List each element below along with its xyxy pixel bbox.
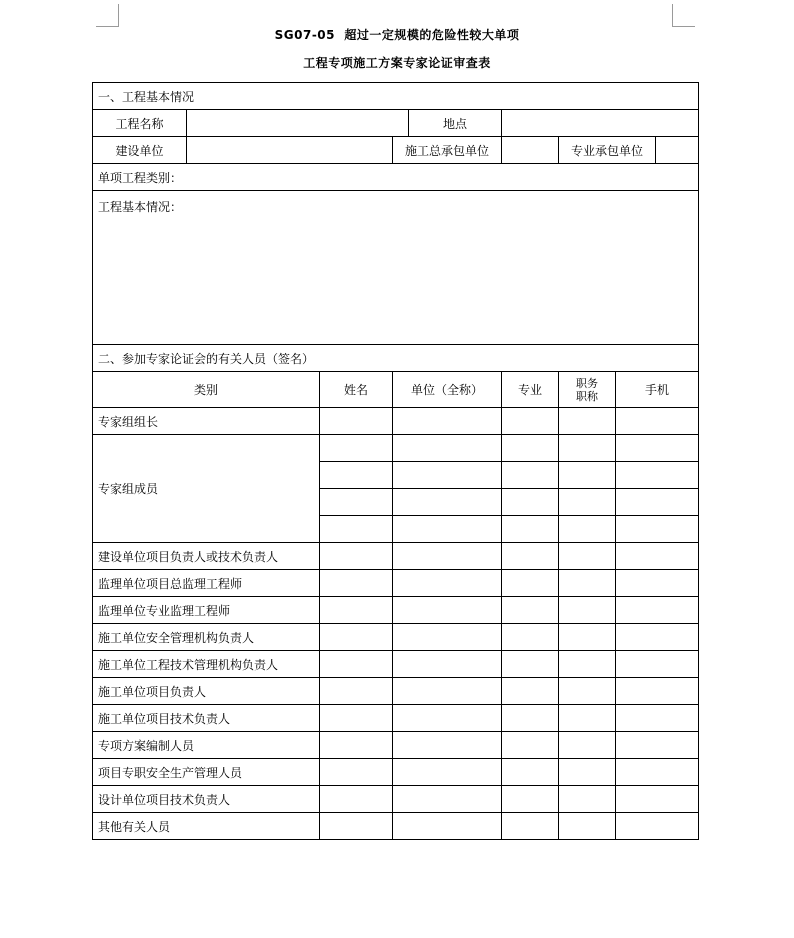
unit-cell[interactable] xyxy=(393,489,502,516)
role-label: 设计单位项目技术负责人 xyxy=(93,786,320,813)
duty-cell[interactable] xyxy=(559,678,616,705)
specialty-cell[interactable] xyxy=(502,624,559,651)
crop-mark-top-left xyxy=(96,4,119,27)
duty-cell[interactable] xyxy=(559,489,616,516)
role-label: 其他有关人员 xyxy=(93,813,320,840)
column-header-row xyxy=(93,372,699,408)
basic-info-row xyxy=(93,191,699,345)
role-label: 项目专职安全生产管理人员 xyxy=(93,759,320,786)
phone-cell[interactable] xyxy=(616,408,699,435)
col-header-category: 类别 xyxy=(93,372,320,408)
duty-cell[interactable] xyxy=(559,408,616,435)
name-cell[interactable] xyxy=(320,543,393,570)
name-cell[interactable] xyxy=(320,732,393,759)
unit-cell[interactable] xyxy=(393,570,502,597)
expert-members-label: 专家组成员 xyxy=(93,435,320,543)
col-header-duty xyxy=(559,372,616,408)
section1-heading-row xyxy=(93,83,699,110)
name-cell[interactable] xyxy=(320,786,393,813)
unit-cell[interactable] xyxy=(393,516,502,543)
unit-cell[interactable] xyxy=(393,597,502,624)
duty-cell[interactable] xyxy=(559,786,616,813)
role-label: 施工单位安全管理机构负责人 xyxy=(93,624,320,651)
duty-cell[interactable] xyxy=(559,462,616,489)
specialty-cell[interactable] xyxy=(502,408,559,435)
units-row xyxy=(93,137,699,164)
table-row xyxy=(93,597,699,624)
role-label: 专项方案编制人员 xyxy=(93,732,320,759)
specialty-cell[interactable] xyxy=(502,732,559,759)
unit-cell[interactable] xyxy=(393,786,502,813)
table-row xyxy=(93,678,699,705)
phone-cell[interactable] xyxy=(616,678,699,705)
duty-cell[interactable] xyxy=(559,813,616,840)
table-row xyxy=(93,624,699,651)
name-cell[interactable] xyxy=(320,516,393,543)
unit-cell[interactable] xyxy=(393,408,502,435)
specialty-cell[interactable] xyxy=(502,570,559,597)
name-cell[interactable] xyxy=(320,435,393,462)
role-label: 施工单位工程技术管理机构负责人 xyxy=(93,651,320,678)
col-header-phone: 手机 xyxy=(616,372,699,408)
unit-cell[interactable] xyxy=(393,732,502,759)
review-form-table xyxy=(92,82,699,840)
general-contractor-field[interactable] xyxy=(502,137,559,164)
table-row xyxy=(93,570,699,597)
phone-cell[interactable] xyxy=(616,786,699,813)
name-cell[interactable] xyxy=(320,462,393,489)
phone-cell[interactable] xyxy=(616,543,699,570)
table-row xyxy=(93,786,699,813)
name-cell[interactable] xyxy=(320,597,393,624)
role-label: 建设单位项目负责人或技术负责人 xyxy=(93,543,320,570)
duty-cell[interactable] xyxy=(559,543,616,570)
general-contractor-label: 施工总承包单位 xyxy=(393,137,502,164)
section1-heading: 一、工程基本情况 xyxy=(93,83,699,110)
name-cell[interactable] xyxy=(320,570,393,597)
unit-cell[interactable] xyxy=(393,462,502,489)
table-row xyxy=(93,705,699,732)
specialty-cell[interactable] xyxy=(502,651,559,678)
role-label: 施工单位项目负责人 xyxy=(93,678,320,705)
phone-cell[interactable] xyxy=(616,624,699,651)
duty-cell[interactable] xyxy=(559,435,616,462)
phone-cell[interactable] xyxy=(616,435,699,462)
builder-label: 建设单位 xyxy=(93,137,187,164)
duty-cell[interactable] xyxy=(559,597,616,624)
name-cell[interactable] xyxy=(320,813,393,840)
builder-field[interactable] xyxy=(187,137,393,164)
unit-cell[interactable] xyxy=(393,624,502,651)
form-code: SG07-05 xyxy=(274,28,335,42)
phone-cell[interactable] xyxy=(616,462,699,489)
col-header-duty-line1: 职务 xyxy=(576,376,598,390)
duty-cell[interactable] xyxy=(559,570,616,597)
table-row xyxy=(93,408,699,435)
phone-cell[interactable] xyxy=(616,732,699,759)
project-category-label[interactable]: 单项工程类别： xyxy=(93,164,699,191)
title-line-1: 超过一定规模的危险性较大单项 xyxy=(344,28,520,42)
specialty-contractor-field[interactable] xyxy=(656,137,699,163)
location-label: 地点 xyxy=(409,110,502,137)
section2-heading-row xyxy=(93,345,699,372)
page-subtitle: 工程专项施工方案专家论证审查表 xyxy=(303,56,491,70)
specialty-cell[interactable] xyxy=(502,435,559,462)
phone-cell[interactable] xyxy=(616,705,699,732)
name-cell[interactable] xyxy=(320,624,393,651)
duty-cell[interactable] xyxy=(559,651,616,678)
page-title xyxy=(0,26,794,43)
name-cell[interactable] xyxy=(320,705,393,732)
duty-cell[interactable] xyxy=(559,516,616,543)
project-name-field[interactable] xyxy=(187,110,409,137)
specialty-cell[interactable] xyxy=(502,813,559,840)
duty-cell[interactable] xyxy=(559,705,616,732)
phone-cell[interactable] xyxy=(616,516,699,543)
unit-cell[interactable] xyxy=(393,759,502,786)
phone-cell[interactable] xyxy=(616,489,699,516)
section2-heading: 二、参加专家论证会的有关人员（签名） xyxy=(93,345,699,372)
duty-cell[interactable] xyxy=(559,759,616,786)
unit-cell[interactable] xyxy=(393,435,502,462)
unit-cell[interactable] xyxy=(393,543,502,570)
unit-cell[interactable] xyxy=(393,651,502,678)
table-row xyxy=(93,732,699,759)
phone-cell[interactable] xyxy=(616,759,699,786)
crop-mark-top-right xyxy=(672,4,695,27)
table-row xyxy=(93,435,699,462)
col-header-unit: 单位（全称） xyxy=(393,372,502,408)
table-row xyxy=(93,651,699,678)
specialty-cell[interactable] xyxy=(502,462,559,489)
specialty-cell[interactable] xyxy=(502,489,559,516)
basic-info-label[interactable]: 工程基本情况： xyxy=(93,191,699,345)
role-label: 监理单位项目总监理工程师 xyxy=(93,570,320,597)
name-cell[interactable] xyxy=(320,678,393,705)
col-header-name: 姓名 xyxy=(320,372,393,408)
specialty-cell[interactable] xyxy=(502,597,559,624)
name-cell[interactable] xyxy=(320,651,393,678)
phone-cell[interactable] xyxy=(616,651,699,678)
specialty-contractor-label: 专业承包单位 xyxy=(559,137,656,163)
location-field[interactable] xyxy=(502,110,699,137)
specialty-cell[interactable] xyxy=(502,516,559,543)
specialty-cell[interactable] xyxy=(502,705,559,732)
specialty-cell[interactable] xyxy=(502,678,559,705)
table-row xyxy=(93,813,699,840)
name-cell[interactable] xyxy=(320,408,393,435)
role-label: 施工单位项目技术负责人 xyxy=(93,705,320,732)
col-header-duty-line2: 职称 xyxy=(576,389,598,403)
unit-cell[interactable] xyxy=(393,678,502,705)
project-name-row xyxy=(93,110,699,137)
role-label: 监理单位专业监理工程师 xyxy=(93,597,320,624)
specialty-cell[interactable] xyxy=(502,543,559,570)
phone-cell[interactable] xyxy=(616,813,699,840)
category-row xyxy=(93,164,699,191)
table-row xyxy=(93,543,699,570)
col-header-specialty: 专业 xyxy=(502,372,559,408)
expert-leader-label: 专家组组长 xyxy=(93,408,320,435)
specialty-cell[interactable] xyxy=(502,759,559,786)
table-row xyxy=(93,759,699,786)
duty-cell[interactable] xyxy=(559,732,616,759)
unit-cell[interactable] xyxy=(393,813,502,840)
specialty-cell[interactable] xyxy=(502,786,559,813)
duty-cell[interactable] xyxy=(559,624,616,651)
phone-cell[interactable] xyxy=(616,570,699,597)
phone-cell[interactable] xyxy=(616,597,699,624)
unit-cell[interactable] xyxy=(393,705,502,732)
name-cell[interactable] xyxy=(320,489,393,516)
name-cell[interactable] xyxy=(320,759,393,786)
project-name-label: 工程名称 xyxy=(93,110,187,137)
